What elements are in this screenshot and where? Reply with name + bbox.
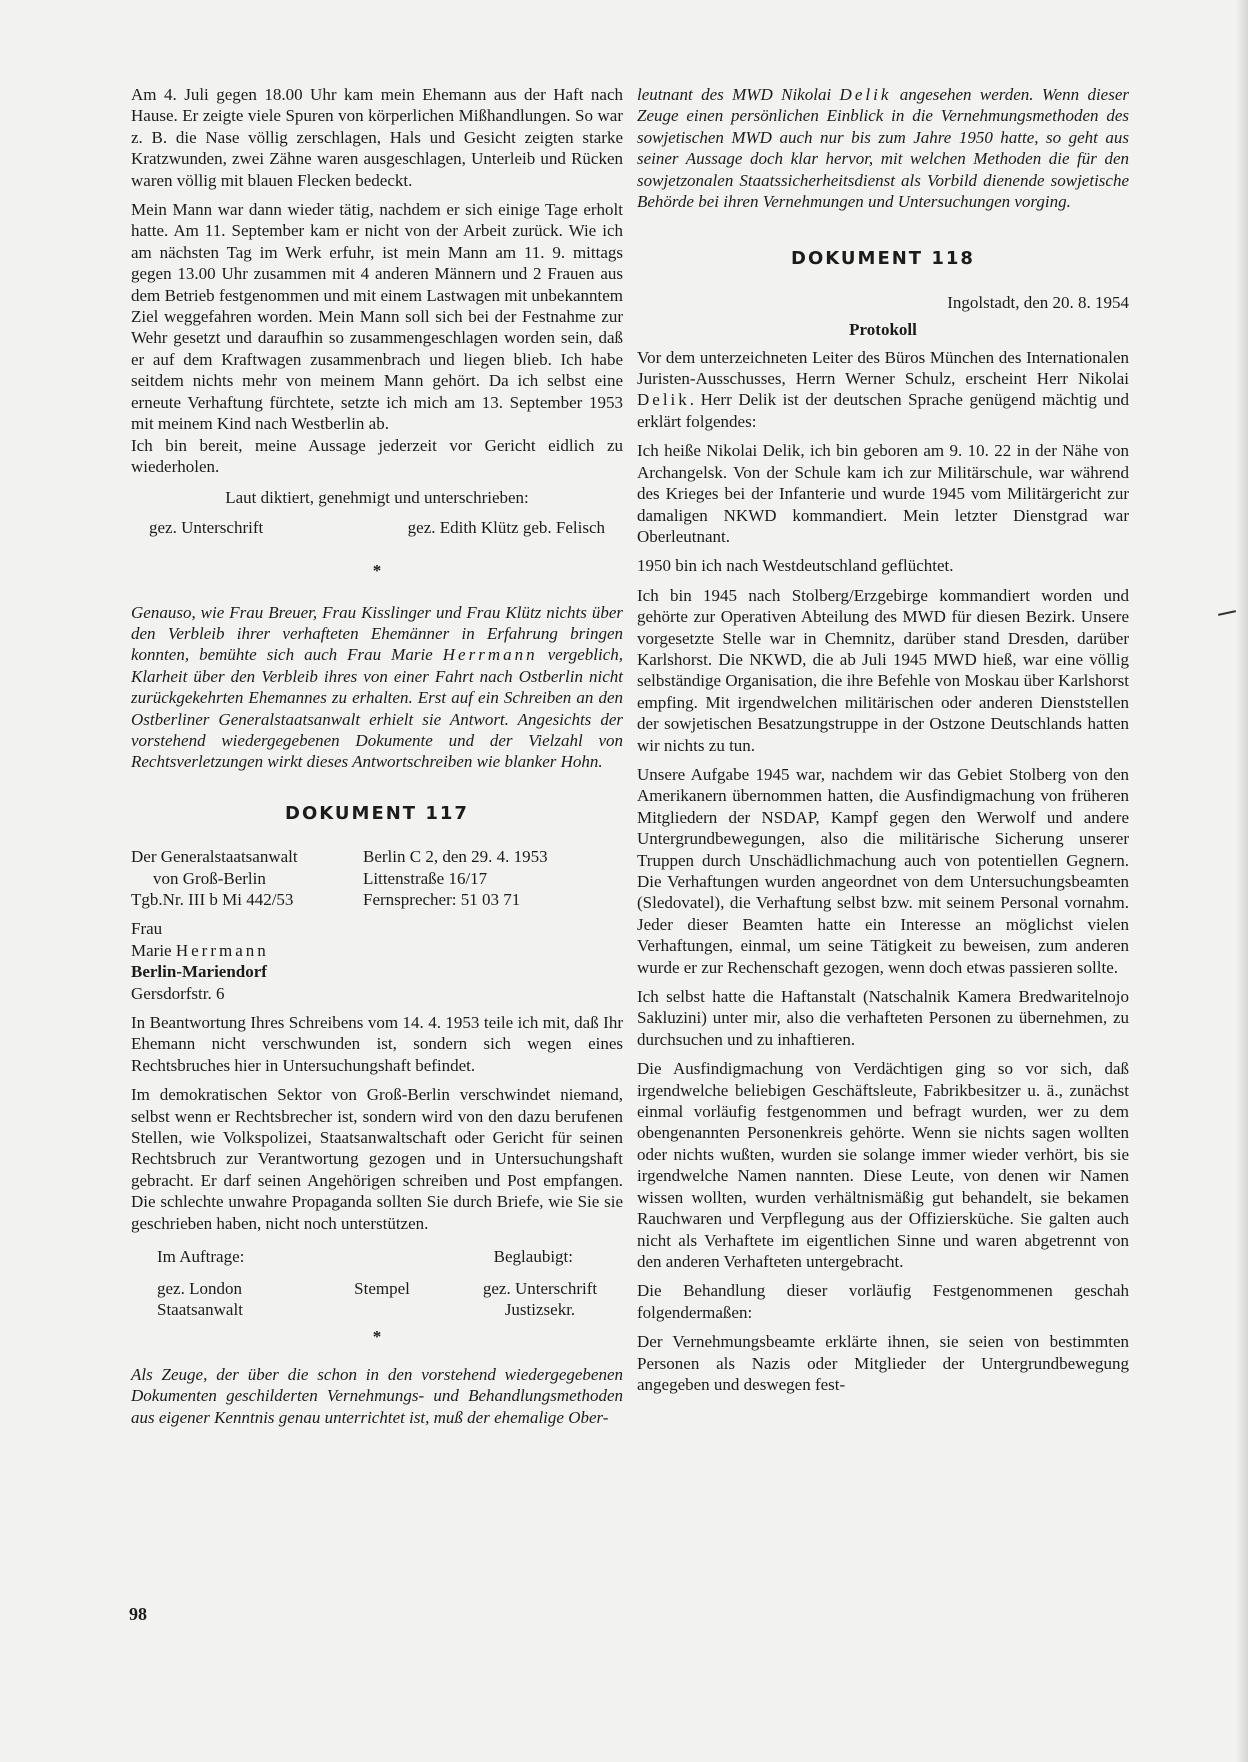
document-117-heading: DOKUMENT 117 (285, 802, 469, 824)
protocol-paragraph: Der Vernehmungsbeamte erklärte ihnen, sie seien von bestimmten Personen als Nazis oder Mitglieder der Untergrundbewegung angegeben und deswegen fest- (637, 1332, 1129, 1394)
recipient-salutation: Frau (131, 919, 163, 939)
protocol-paragraph: Die Ausfindigmachung von Verdächtigen ging so vor sich, daß irgendwelche beliebigen Geschäftsleute, Fabrikbesitzer u. ä., zunächst einmal vorläufig festgenommen und befragt wurden, wer zu dem obengenannten Personenkreis gehörte. Wenn sie nichts sagen wollten oder nichts wußten, wurden sie solange immer wieder verhört, bis sie irgendwelche Namen nannten. Diese Leute, von denen wir Namen wissen wollten, wurden verhältnismäßig gut behandelt, sie bekamen Rauchwaren und Verpflegung aus der Offiziersküche. Sie galten auch nicht als Verhaftete im eigentlichen Sinne und waren abgetrennt von den anderen Verhafteten untergebracht. (637, 1059, 1129, 1271)
signature-certified: gez. Unterschrift Justizsekr. (482, 1278, 598, 1319)
protocol-paragraph: Die Behandlung dieser vorläufig Festgenommenen geschah folgendermaßen: (637, 1281, 1129, 1322)
dictation-note: Laut diktiert, genehmigt und unterschrieben: (225, 488, 529, 508)
protocol-paragraph: Ich heiße Nikolai Delik, ich bin geboren am 9. 10. 22 in der Nähe von Archangelsk. Von der Schule kam ich zur Militärschule, war während des Krieges bei der Infanterie und wurde 1945 vom Militärgericht zur damaligen NKWD kommandiert. Mein letzter Dienstgrad war Oberleutnant. (637, 441, 1129, 546)
testimony-oath: Ich bin bereit, meine Aussage jederzeit vor Gericht eidlich zu wiederholen. (131, 435, 623, 476)
signature-left: gez. Unterschrift (149, 517, 264, 537)
recipient-address (131, 918, 623, 1004)
signature-london: gez. London Staatsanwalt (157, 1278, 243, 1319)
stamp-label: Stempel (354, 1278, 410, 1298)
editorial-intro: Genauso, wie Frau Breuer, Frau Kisslinger und Frau Klütz nichts über den Verbleib ihrer verhafteten Ehemänner in Erfahrung bringen konnten, bemühte sich auch Frau Marie Herrmann vergeblich, Klarheit über den Verbleib ihres von einer Fahrt nach Ostberlin nicht zurückgekehrten Ehemannes zu erhalten. Erst auf ein Schreiben an den Ostberliner Generalstaatsanwalt erhielt sie Antwort. Angesichts der vorstehend wiedergegebenen Dokumente und der Vielzahl von Rechtsverletzungen wirkt dieses Antwortschreiben wie blanker Hohn. (131, 602, 623, 772)
page-number: 98 (129, 1604, 147, 1624)
signature-right: gez. Edith Klütz geb. Felisch (407, 517, 605, 537)
protocol-paragraph: Vor dem unterzeichneten Leiter des Büros München des Internationalen Juristen-Ausschusses, Herrn Werner Schulz, erscheint Herr Nikolai Delik. Herr Delik ist der deutschen Sprache genügend mächtig und erklärt folgendes: (637, 347, 1129, 431)
protocol-paragraph: Unsere Aufgabe 1945 war, nachdem wir das Gebiet Stolberg von den Amerikanern übernommen hatten, die Ausfindigmachung von früheren Mitgliedern der NSDAP, Kampf gegen den Werwolf und andere Untergrundbewegungen, also die militärische Sicherung unserer Truppen durch Unschädlichmachung auch von potentiellen Gegnern. Die Verhaftungen wurden angeordnet von dem Untersuchungsbeamten (Sledovatel), die Verhaftung selbst bzw. mit seinem Personal vornahm. Jeder dieser Beamten hatte ein Interesse an möglichst vielen Verhaftungen, einmal, um seine Tätigkeit zu beweisen, zum anderen wurde er zur Rechenschaft gezogen, wenn doch etwas passieren sollte. (637, 764, 1129, 977)
recipient-city: Berlin-Mariendorf (131, 962, 267, 982)
im-auftrage-label: Im Auftrage: (157, 1247, 245, 1267)
page-edge-shadow (1236, 0, 1248, 1762)
sender-line: Der Generalstaatsanwalt (131, 847, 298, 867)
section-separator: * (372, 561, 382, 581)
left-column (131, 84, 623, 1436)
phone-line: Fernsprecher: 51 03 71 (363, 890, 521, 909)
letter-closing-labels (131, 1246, 623, 1267)
street-line: Littenstraße 16/17 (363, 868, 488, 888)
protocol-paragraph: 1950 bin ich nach Westdeutschland geflüchtet. (637, 556, 954, 576)
letter-signatures (157, 1278, 623, 1321)
sender-line: von Groß-Berlin (153, 868, 266, 888)
sender-block (131, 846, 363, 910)
document-118-heading: DOKUMENT 118 (791, 248, 975, 270)
signature-line (131, 517, 623, 538)
letter-paragraph: Im demokratischen Sektor von Groß-Berlin verschwindet niemand, selbst wenn er Rechtsbrecher ist, sondern wird von den dazu berufenen Stellen, wie Volkspolizei, Staatsanwaltschaft oder Gericht für seinen Rechtsbruch zur Verantwortung gezogen und in Untersuchungshaft gebracht. Er darf seinen Angehörigen schreiben und Post empfangen. Die schlechte unwahre Propaganda sollten Sie durch Briefe, wie Sie sie geschrieben haben, nicht noch unterstützen. (131, 1085, 623, 1233)
letter-date: Berlin C 2, den 29. 4. 1953 (363, 847, 548, 867)
recipient-street: Gersdorfstr. 6 (131, 983, 225, 1003)
sender-address-block (363, 846, 623, 910)
witness-intro: Als Zeuge, der über die schon in den vorstehend wiedergegebenen Dokumenten geschilderten Vernehmungs- und Behandlungsmethoden aus eigener Kenntnis genau unterrichtet ist, muß der ehemalige Ober- (131, 1364, 623, 1427)
witness-intro-continued: leutnant des MWD Nikolai Delik angesehen werden. Wenn dieser Zeuge einen persönlichen Einblick in die Vernehmungsmethoden des sowjetischen MWD auch nur bis zum Jahre 1950 hatte, so geht aus seiner Aussage doch klar hervor, mit welchen Methoden die für den sowjetzonalen Staatssicherheitsdienst als Vorbild dienende sowjetische Behörde bei ihren Vernehmungen und Untersuchungen vorging. (637, 85, 1129, 212)
section-separator: * (372, 1327, 382, 1347)
testimony-paragraph: Am 4. Juli gegen 18.00 Uhr kam mein Ehemann aus der Haft nach Hause. Er zeigte viele Spuren von körperlichen Mißhandlungen. So war z. B. die Nase völlig zerschlagen, Hals und Gesicht zeigten starke Kratzwunden, zwei Zähne waren ausgeschlagen, Unterleib und Rücken waren völlig mit blauen Flecken bedeckt. (131, 85, 623, 190)
recipient-name: Marie Herrmann (131, 940, 269, 960)
place-date: Ingolstadt, den 20. 8. 1954 (947, 292, 1129, 312)
letter-paragraph: In Beantwortung Ihres Schreibens vom 14. 4. 1953 teile ich mit, daß Ihr Ehemann nicht verschwunden ist, sondern sich wegen eines Rechtsbruches hier in Untersuchungshaft befindet. (131, 1013, 623, 1075)
beglaubigt-label: Beglaubigt: (493, 1247, 573, 1267)
reference-number: Tgb.Nr. III b Mi 442/53 (131, 890, 294, 909)
testimony-paragraph: Mein Mann war dann wieder tätig, nachdem er sich einige Tage erholt hatte. Am 11. September kam er nicht von der Arbeit zurück. Wie ich am nächsten Tag im Werk erfuhr, ist mein Mann am 11. 9. mittags gegen 13.00 Uhr zusammen mit 4 anderen Männern und 2 Frauen aus dem Betrieb festgenommen und mit einem Lastwagen mit unbekanntem Ziel weggefahren worden. Mein Mann soll sich bei der Festnahme zur Wehr gesetzt und daraufhin so zusammengeschlagen worden sein, daß er auf dem Kraftwagen zusammenbrach und liegen blieb. Ich habe seitdem nichts mehr von meinem Mann gehört. Da ich selbst eine erneute Verhaftung fürchtete, setzte ich mich am 13. September 1953 mit meinem Kind nach Westberlin ab. (131, 200, 623, 434)
letter-header (131, 846, 623, 910)
protocol-paragraph: Ich selbst hatte die Haftanstalt (Natschalnik Kamera Bredwaritelnojo Sakluzini) unter mir, also die verhafteten Personen zu übernehmen, zu durchsuchen und zu inhaftieren. (637, 987, 1129, 1049)
spaced-name: Herrmann (442, 645, 538, 665)
protocol-paragraph: Ich bin 1945 nach Stolberg/Erzgebirge kommandiert worden und gehörte zur Operativen Abteilung des MWD für diesen Bezirk. Unsere vorgesetzte Stelle war in Chemnitz, darüber stand Dresden, darüber Karlshorst. Die NKWD, die ab Juli 1945 MWD hieß, war eine völlig selbständige Organisation, die ihre Befehle von Moskau über Karlshorst empfing. Mit irgendwelchen militärischen oder anderen Dienststellen der sowjetischen Besatzungstruppe in der Ostzone Deutschlands hatten wir nichts zu tun. (637, 585, 1129, 755)
protokoll-heading: Protokoll (849, 320, 917, 340)
right-column (637, 84, 1129, 1403)
margin-pen-mark (1218, 610, 1236, 616)
